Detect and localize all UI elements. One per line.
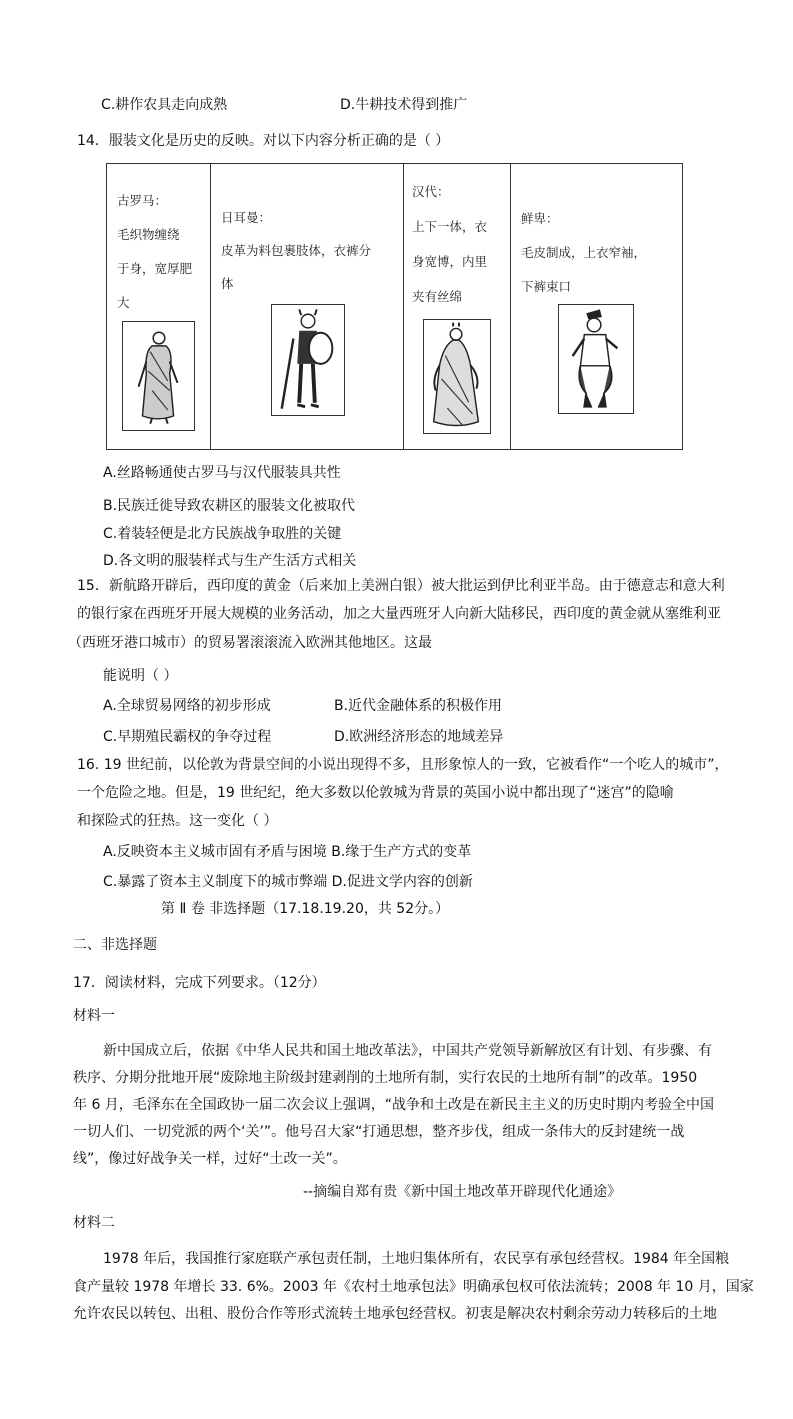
section-heading: 二、非选择题	[73, 937, 157, 953]
q16-line-2: 一个危险之地。但是，19 世纪纪，绝大多数以伦敦城为背景的英国小说中都出现了“迷宫”的隐喻	[77, 785, 674, 801]
q13-option-d: D.牛耕技术得到推广	[340, 97, 468, 113]
q15-option-a: A.全球贸易网络的初步形成	[103, 698, 271, 714]
cell-text-han: 汉代： 上下一体，衣 身宽博，内里 夹有丝绵	[412, 184, 488, 304]
material-one-line-3: 年 6 月，毛泽东在全国政协一届二次会议上强调，“战争和土改是在新民主主义的历史时期内考验全中国	[73, 1097, 715, 1113]
roman-toga-figure	[122, 321, 195, 431]
cell-text-rome: 古罗马： 毛织物缠绕 于身，宽厚肥 大	[117, 193, 193, 310]
cell-text-germanic: 日耳曼： 皮革为料包裹肢体，衣裤分 体	[221, 210, 372, 291]
q15-line-3: （西班牙港口城市）的贸易署滚滚流入欧洲其他地区。这最	[68, 635, 432, 651]
q14-option-d: D.各文明的服装样式与生产生活方式相关	[103, 553, 357, 569]
material-two-line-2: 食产量较 1978 年增长 33. 6%。2003 年《农村土地承包法》明确承包权可依法流转；2008 年 10 月，国家	[73, 1279, 754, 1295]
table-cell-han	[404, 164, 511, 449]
material-one-line-5: 线”，像过好战争关一样，过好“土改一关”。	[73, 1151, 347, 1167]
material-two-line-3: 允许农民以转包、出租、股份合作等形式流转土地承包经营权。初衷是解决农村剩余劳动力转移后的土地	[73, 1306, 717, 1322]
q15-option-d: D.欧洲经济形态的地域差异	[334, 729, 504, 745]
q15-line-2: 的银行家在西班牙开展大规模的业务活动，加之大量西班牙人向新大陆移民，西印度的黄金就从塞维利亚	[77, 606, 721, 622]
cell-text-xianbei: 鲜卑： 毛皮制成，上衣窄袖， 下裤束口	[521, 211, 647, 294]
germanic-warrior-figure	[271, 304, 345, 416]
q13-option-c: C.耕作农具走向成熟	[101, 97, 228, 113]
q14-option-a: A.丝路畅通使古罗马与汉代服装具共性	[103, 465, 341, 481]
material-one-line-4: 一切人们、一切党派的两个‘关’”。他号召大家“打通思想，整齐步伐，组成一条伟大的反封建统一战	[73, 1124, 685, 1140]
q14-option-c: C.着装轻便是北方民族战争取胜的关键	[103, 526, 342, 542]
han-robe-figure	[423, 319, 491, 434]
table-cell-germanic	[211, 164, 404, 449]
q15-option-b: B.近代金融体系的积极作用	[334, 698, 503, 714]
material-two-line-1: 1978 年后，我国推行家庭联产承包责任制，土地归集体所有，农民享有承包经营权。1984 年全国粮	[103, 1251, 730, 1267]
q15-line-4: 能说明（ ）	[103, 668, 178, 684]
q16-options-row-1: A.反映资本主义城市固有矛盾与困境 B.缘于生产方式的变革	[103, 844, 472, 860]
q16-line-1: 16. 19 世纪前，以伦敦为背景空间的小说出现得不多，且形象惊人的一致，它被看作“一个吃人的城市”，	[77, 757, 729, 773]
q15-line-1: 15．新航路开辟后，西印度的黄金（后来加上美洲白银）被大批运到伊比利亚半岛。由于德意志和意大利	[77, 578, 725, 594]
material-one-label: 材料一	[73, 1008, 115, 1024]
q15-option-c: C.早期殖民霸权的争夺过程	[103, 729, 272, 745]
q17-stem: 17．阅读材料，完成下列要求。（12分）	[73, 975, 326, 991]
part-two-heading: 第 Ⅱ 卷 非选择题（17.18.19.20，共 52分。）	[161, 901, 450, 917]
costume-comparison-table	[106, 163, 683, 450]
xianbei-figure	[558, 304, 634, 414]
table-cell-xianbei	[511, 164, 682, 449]
q14-option-b: B.民族迁徙导致农耕区的服装文化被取代	[103, 498, 356, 514]
q16-options-row-2: C.暴露了资本主义制度下的城市弊端 D.促进文学内容的创新	[103, 874, 473, 890]
q14-stem: 14．服装文化是历史的反映。对以下内容分析正确的是（ ）	[77, 133, 450, 149]
material-one-source: --摘编自郑有贵《新中国土地改革开辟现代化通途》	[303, 1184, 622, 1200]
material-two-label: 材料二	[73, 1215, 115, 1231]
material-one-line-2: 秩序、分期分批地开展“废除地主阶级封建剥削的土地所有制，实行农民的土地所有制”的改革。1950	[73, 1070, 698, 1086]
q16-line-3: 和探险式的狂热。这一变化（ ）	[77, 813, 278, 829]
material-one-line-1: 新中国成立后，依据《中华人民共和国土地改革法》，中国共产党领导新解放区有计划、有步骤、有	[103, 1043, 712, 1059]
table-cell-rome	[107, 164, 211, 449]
